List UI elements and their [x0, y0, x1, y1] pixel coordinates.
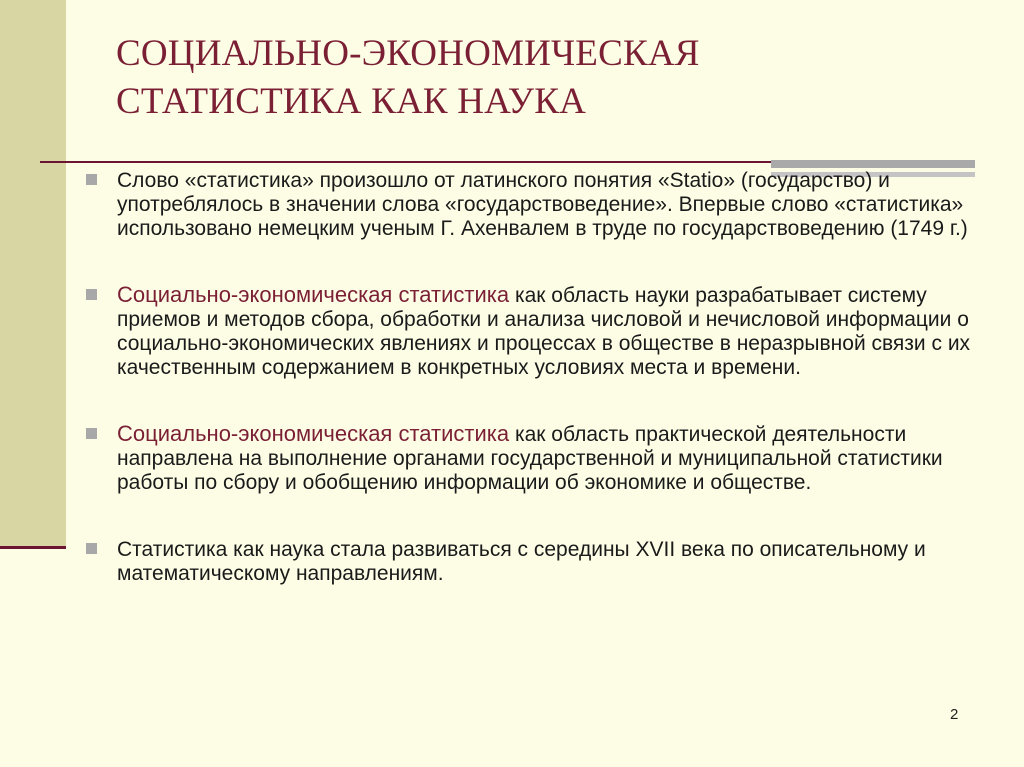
list-item	[80, 537, 985, 586]
item-text: Слово «статистика» произошло от латинского понятия «Statio» (государство) и употреблялось в значении слова «государствоведение». Впервые слово «статистика» использовано немецким ученым Г. Ахенвалем в труде по государствоведению (1749 г.)	[117, 169, 968, 240]
item-text: как область науки разрабатывает систему приемов и методов сбора, обработки и анализа числовой и нечисловой информации о социально-экономических явлениях и процессах в обществе в неразрывной связи с их качественным содержанием в конкретных условиях места и времени.	[117, 284, 971, 379]
list-item	[80, 422, 985, 495]
item-text: как область практической деятельности направлена на выполнение органами государственной и муниципальной статистики работы по сбору и обобщению информации об экономике и обществе.	[117, 423, 943, 494]
left-band-underline	[0, 546, 66, 549]
list-item	[80, 283, 985, 380]
square-bullet-icon	[86, 289, 97, 300]
left-decorative-band	[0, 0, 66, 548]
square-bullet-icon	[86, 428, 97, 439]
bullet-list	[80, 168, 985, 586]
slide-title	[116, 30, 956, 126]
title-line-1: СОЦИАЛЬНО-ЭКОНОМИЧЕСКАЯ	[116, 33, 700, 74]
square-bullet-icon	[86, 174, 97, 185]
item-text: Статистика как наука стала развиваться с середины XVII века по описательному и математическому направлениям.	[117, 538, 926, 585]
item-highlight: Социально-экономическая статистика	[117, 282, 510, 307]
title-line-2: СТАТИСТИКА КАК НАУКА	[116, 81, 586, 122]
square-bullet-icon	[86, 543, 97, 554]
page-number: 2	[950, 706, 959, 723]
item-highlight: Социально-экономическая статистика	[117, 421, 510, 446]
list-item	[80, 168, 985, 241]
